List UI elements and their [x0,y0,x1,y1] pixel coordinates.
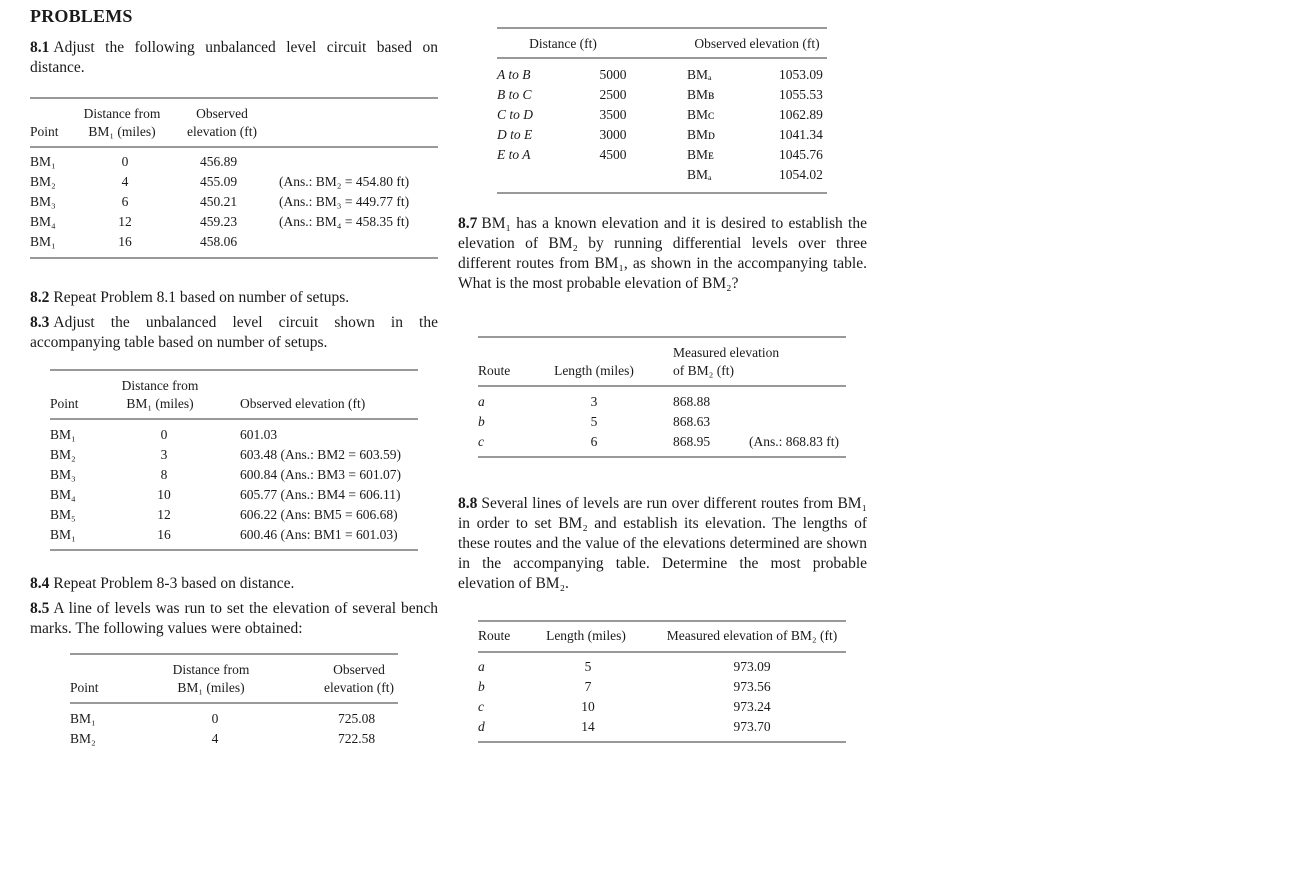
cell-elevation: 868.88 [673,394,711,409]
cell-distance: 0 [160,427,168,442]
col-header-elevation: Observed elevation (ft) [240,396,366,411]
cell-point: BM₃ [50,467,76,482]
cell-route: c [478,434,484,449]
cell-benchmark: BMₐ [687,167,712,182]
col-header-measured: Measured elevation of BM₂ (ft) [666,628,838,643]
problem-number: 8.1 [30,39,50,56]
page-heading: PROBLEMS [30,6,133,26]
cell-length: 7 [584,679,592,694]
problem-number: 8.8 [458,495,478,512]
cell-point: BM₂ [30,174,56,189]
cell-elevation: 603.48 (Ans.: BM2 = 603.59) [240,447,401,462]
cell-distance: 2500 [599,87,627,102]
cell-segment: A to B [497,67,531,82]
cell-segment: D to E [497,127,533,142]
cell-route: b [478,679,485,694]
cell-length: 14 [581,719,595,734]
cell-benchmark: BMʙ [687,87,715,102]
col-header-elevation: Observed elevation (ft) [694,36,820,51]
cell-point: BM₃ [30,194,56,209]
cell-elevation: 450.21 [200,194,238,209]
cell-elevation: 725.08 [338,711,376,726]
cell-length: 10 [581,699,595,714]
col-header-elevation: Observed elevation (ft) [323,662,395,695]
col-header-point: Point [30,124,59,139]
cell-elevation: 722.58 [338,731,376,746]
cell-distance: 3000 [599,127,627,142]
cell-length: 5 [584,659,592,674]
cell-length: 6 [590,434,598,449]
problem-8-2 [30,288,438,308]
cell-route: a [478,659,485,674]
cell-point: BM₂ [70,731,96,746]
problem-8-1 [30,38,438,78]
cell-elevation: 458.06 [200,234,238,249]
cell-point: BM₂ [50,447,76,462]
cell-elevation: 973.70 [733,719,771,734]
cell-elevation: 459.23 [200,214,238,229]
problem-text: BM₁ has a known elevation and it is desired to establish the elevation of BM₂ by running differential levels over three different routes from BM₁, as shown in the accompanying table. What is the most probable elevation of BM₂? [458,215,867,292]
cell-elevation: 455.09 [200,174,238,189]
cell-route: d [478,719,485,734]
cell-segment: B to C [497,87,532,102]
cell-elevation: 973.09 [733,659,771,674]
col-header-distance: Distance from BM₁ (miles) [83,106,161,139]
cell-distance: 10 [157,487,171,502]
problem-8-8 [458,494,867,594]
cell-route: b [478,414,485,429]
cell-answer: (Ans.: 868.83 ft) [749,434,839,449]
cell-elevation: 1055.53 [779,87,823,102]
cell-elevation: 601.03 [240,427,278,442]
problem-number: 8.3 [30,314,50,331]
col-header-distance: Distance from BM₁ (miles) [121,378,199,411]
cell-point: BM₁ [50,427,76,442]
cell-elevation: 1054.02 [779,167,823,182]
problem-8-4 [30,574,438,594]
cell-point: BM₅ [50,507,76,522]
cell-route: a [478,394,485,409]
col-header-distance: Distance from BM₁ (miles) [172,662,250,695]
cell-point: BM₁ [30,234,56,249]
cell-elevation: 600.84 (Ans.: BM3 = 601.07) [240,467,401,482]
cell-distance: 4 [211,731,219,746]
cell-distance: 16 [118,234,132,249]
cell-distance: 8 [160,467,168,482]
col-header-point: Point [50,396,79,411]
cell-elevation: 456.89 [200,154,238,169]
cell-point: BM₁ [30,154,56,169]
cell-elevation: 868.95 [673,434,711,449]
cell-answer: (Ans.: BM₂ = 454.80 ft) [279,174,410,189]
problem-text: Adjust the unbalanced level circuit shown in the accompanying table based on number of setups. [30,314,438,351]
col-header-measured: Measured elevation of BM₂ (ft) [673,345,780,378]
cell-elevation: 600.46 (Ans: BM1 = 601.03) [240,527,398,542]
cell-point: BM₁ [50,527,76,542]
cell-distance: 4500 [599,147,627,162]
cell-length: 5 [590,414,598,429]
cell-point: BM₄ [30,214,56,229]
cell-distance: 3 [160,447,168,462]
cell-distance: 12 [157,507,171,522]
problem-text: Repeat Problem 8-3 based on distance. [53,575,295,592]
col-header-elevation: Observed elevation (ft) [186,106,258,139]
cell-elevation: 973.56 [733,679,771,694]
cell-answer: (Ans.: BM₄ = 458.35 ft) [279,214,410,229]
col-header-route: Route [478,628,511,643]
cell-length: 3 [590,394,598,409]
cell-elevation: 606.22 (Ans: BM5 = 606.68) [240,507,398,522]
col-header-length: Length (miles) [554,363,634,378]
problem-8-3 [30,313,438,353]
cell-route: c [478,699,484,714]
problem-number: 8.2 [30,289,50,306]
cell-distance: 0 [211,711,219,726]
col-header-distance: Distance (ft) [529,36,597,51]
cell-point: BM₁ [70,711,96,726]
problem-number: 8.4 [30,575,50,592]
cell-point: BM₄ [50,487,76,502]
cell-benchmark: BMᴇ [687,147,715,162]
col-header-route: Route [478,363,511,378]
problem-number: 8.5 [30,600,50,617]
cell-answer: (Ans.: BM₃ = 449.77 ft) [279,194,410,209]
cell-elevation: 1045.76 [779,147,823,162]
problem-number: 8.7 [458,215,478,232]
cell-benchmark: BMᴄ [687,107,715,122]
cell-distance: 12 [118,214,132,229]
cell-distance: 4 [121,174,129,189]
cell-elevation: 868.63 [673,414,711,429]
problem-8-7 [458,214,867,294]
cell-elevation: 1041.34 [779,127,823,142]
cell-elevation: 1053.09 [779,67,823,82]
cell-benchmark: BMᴅ [687,127,716,142]
cell-elevation: 1062.89 [779,107,823,122]
cell-distance: 6 [121,194,129,209]
cell-benchmark: BMₐ [687,67,712,82]
cell-segment: C to D [497,107,534,122]
problem-text: Repeat Problem 8.1 based on number of setups. [53,289,350,306]
cell-distance: 0 [121,154,129,169]
col-header-length: Length (miles) [546,628,626,643]
cell-distance: 3500 [599,107,627,122]
cell-segment: E to A [497,147,531,162]
problem-text: Several lines of levels are run over different routes from BM₁ in order to set BM₂ and establish its elevation. The lengths of these routes and the value of the elevations determined are shown in the accompanying table. Determine the most probable elevation of BM₂. [458,495,867,592]
problem-text: Adjust the following unbalanced level circuit based on distance. [30,39,438,76]
problem-8-5 [30,599,438,639]
problem-text: A line of levels was run to set the elevation of several bench marks. The following values were obtained: [30,600,438,637]
cell-distance: 5000 [599,67,627,82]
cell-distance: 16 [157,527,171,542]
cell-elevation: 605.77 (Ans.: BM4 = 606.11) [240,487,401,502]
cell-elevation: 973.24 [733,699,771,714]
col-header-point: Point [70,680,99,695]
